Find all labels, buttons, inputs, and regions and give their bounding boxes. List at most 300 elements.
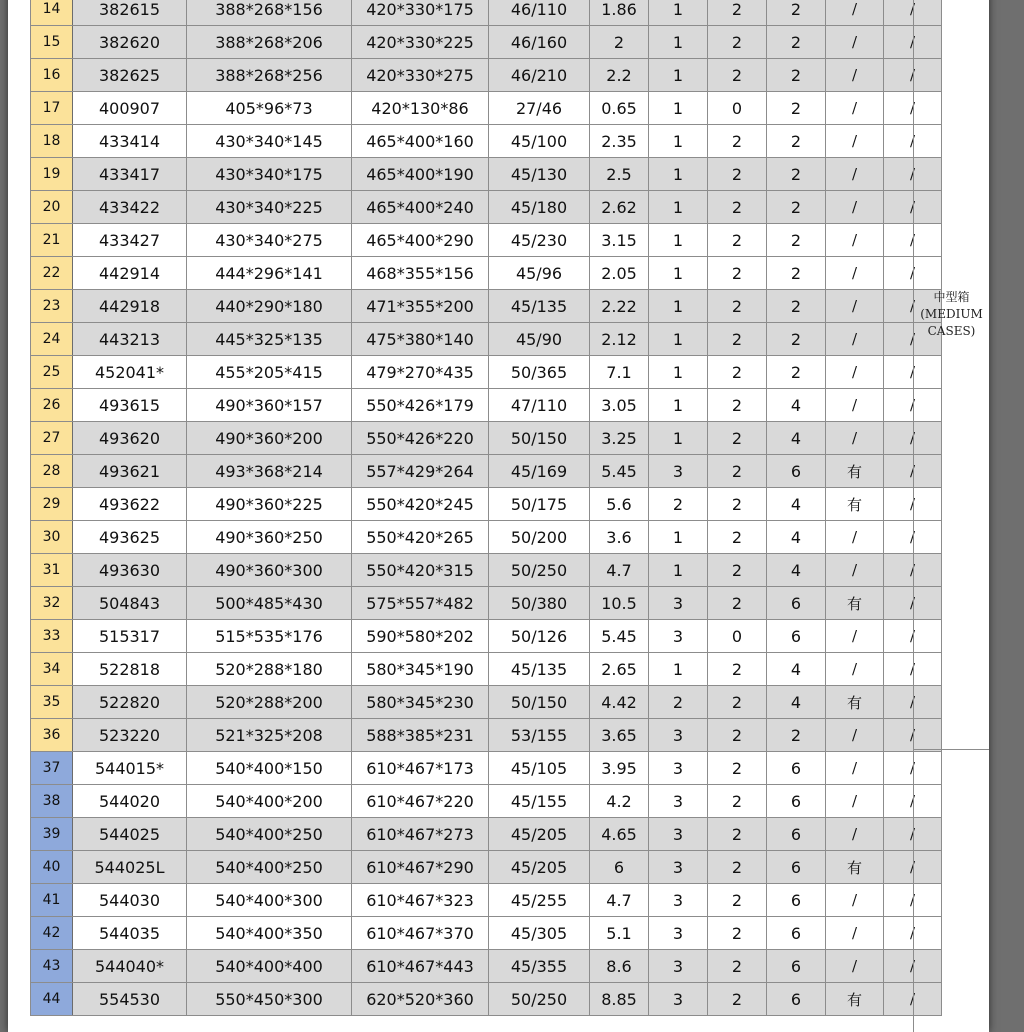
- inner-size-cell: 430*340*225: [187, 191, 352, 224]
- spec-col-2-cell: 2: [708, 851, 767, 884]
- spec-col-5-cell: /: [884, 587, 942, 620]
- spec-col-4-cell: /: [826, 389, 884, 422]
- weight-cell: 2.22: [590, 290, 649, 323]
- outer-size-cell: 580*345*190: [352, 653, 489, 686]
- row-number-cell: 21: [31, 224, 73, 257]
- spec-col-4-cell: /: [826, 92, 884, 125]
- table-row: [31, 323, 942, 356]
- model-cell: 544030: [73, 884, 187, 917]
- spec-col-1-cell: 1: [649, 422, 708, 455]
- spec-col-5-cell: /: [884, 950, 942, 983]
- row-number-cell: 32: [31, 587, 73, 620]
- row-number-cell: 15: [31, 26, 73, 59]
- weight-cell: 2.35: [590, 125, 649, 158]
- model-cell: 493630: [73, 554, 187, 587]
- category-divider: [914, 749, 989, 750]
- spec-col-1-cell: 3: [649, 983, 708, 1016]
- table-row: [31, 653, 942, 686]
- spec-col-4-cell: /: [826, 0, 884, 26]
- table-row: [31, 92, 942, 125]
- model-cell: 523220: [73, 719, 187, 752]
- spec-col-3-cell: 2: [767, 158, 826, 191]
- category-label: [914, 289, 989, 340]
- spec-col-2-cell: 2: [708, 422, 767, 455]
- depth-cell: 45/105: [489, 752, 590, 785]
- depth-cell: 50/380: [489, 587, 590, 620]
- row-number-cell: 27: [31, 422, 73, 455]
- outer-size-cell: 610*467*290: [352, 851, 489, 884]
- table-row: [31, 257, 942, 290]
- spec-col-1-cell: 3: [649, 455, 708, 488]
- spec-col-2-cell: 2: [708, 59, 767, 92]
- spec-col-3-cell: 2: [767, 224, 826, 257]
- model-cell: 554530: [73, 983, 187, 1016]
- row-number-cell: 33: [31, 620, 73, 653]
- spec-col-3-cell: 2: [767, 356, 826, 389]
- spec-col-4-cell: /: [826, 224, 884, 257]
- weight-cell: 2.65: [590, 653, 649, 686]
- inner-size-cell: 490*360*157: [187, 389, 352, 422]
- weight-cell: 0.65: [590, 92, 649, 125]
- spec-col-3-cell: 4: [767, 488, 826, 521]
- row-number-cell: 41: [31, 884, 73, 917]
- spec-col-2-cell: 0: [708, 92, 767, 125]
- table-row: [31, 752, 942, 785]
- spec-col-5-cell: /: [884, 26, 942, 59]
- weight-cell: 8.6: [590, 950, 649, 983]
- outer-size-cell: 620*520*360: [352, 983, 489, 1016]
- spec-col-3-cell: 6: [767, 818, 826, 851]
- spec-col-1-cell: 1: [649, 158, 708, 191]
- table-row: [31, 785, 942, 818]
- weight-cell: 8.85: [590, 983, 649, 1016]
- spec-col-1-cell: 3: [649, 884, 708, 917]
- spec-col-2-cell: 2: [708, 752, 767, 785]
- table-row: [31, 0, 942, 26]
- spec-col-1-cell: 3: [649, 620, 708, 653]
- weight-cell: 6: [590, 851, 649, 884]
- spec-col-3-cell: 2: [767, 191, 826, 224]
- model-cell: 493625: [73, 521, 187, 554]
- spec-col-3-cell: 2: [767, 323, 826, 356]
- depth-cell: 45/155: [489, 785, 590, 818]
- spec-col-4-cell: /: [826, 950, 884, 983]
- depth-cell: 45/355: [489, 950, 590, 983]
- model-cell: 433417: [73, 158, 187, 191]
- table-row: [31, 488, 942, 521]
- spec-col-3-cell: 2: [767, 0, 826, 26]
- inner-size-cell: 490*360*200: [187, 422, 352, 455]
- spec-col-1-cell: 1: [649, 356, 708, 389]
- inner-size-cell: 540*400*400: [187, 950, 352, 983]
- depth-cell: 45/130: [489, 158, 590, 191]
- spec-col-3-cell: 4: [767, 521, 826, 554]
- depth-cell: 45/255: [489, 884, 590, 917]
- spec-col-2-cell: 2: [708, 257, 767, 290]
- table-row: [31, 389, 942, 422]
- row-number-cell: 38: [31, 785, 73, 818]
- row-number-cell: 40: [31, 851, 73, 884]
- model-cell: 452041*: [73, 356, 187, 389]
- table-row: [31, 158, 942, 191]
- inner-size-cell: 521*325*208: [187, 719, 352, 752]
- depth-cell: 45/205: [489, 818, 590, 851]
- spec-col-4-cell: 有: [826, 488, 884, 521]
- inner-size-cell: 430*340*275: [187, 224, 352, 257]
- weight-cell: 3.15: [590, 224, 649, 257]
- outer-size-cell: 468*355*156: [352, 257, 489, 290]
- weight-cell: 4.7: [590, 884, 649, 917]
- depth-cell: 50/150: [489, 686, 590, 719]
- inner-size-cell: 430*340*175: [187, 158, 352, 191]
- spec-col-4-cell: /: [826, 125, 884, 158]
- spec-col-3-cell: 2: [767, 26, 826, 59]
- outer-size-cell: 610*467*220: [352, 785, 489, 818]
- spec-col-2-cell: 2: [708, 950, 767, 983]
- spec-col-5-cell: /: [884, 191, 942, 224]
- spec-col-4-cell: /: [826, 422, 884, 455]
- depth-cell: 53/155: [489, 719, 590, 752]
- weight-cell: 4.65: [590, 818, 649, 851]
- depth-cell: 47/110: [489, 389, 590, 422]
- weight-cell: 3.05: [590, 389, 649, 422]
- outer-size-cell: 420*130*86: [352, 92, 489, 125]
- weight-cell: 3.25: [590, 422, 649, 455]
- spec-col-2-cell: 2: [708, 653, 767, 686]
- model-cell: 442918: [73, 290, 187, 323]
- depth-cell: 50/250: [489, 554, 590, 587]
- weight-cell: 2.12: [590, 323, 649, 356]
- outer-size-cell: 588*385*231: [352, 719, 489, 752]
- spec-col-2-cell: 2: [708, 884, 767, 917]
- model-cell: 522820: [73, 686, 187, 719]
- weight-cell: 5.45: [590, 455, 649, 488]
- weight-cell: 7.1: [590, 356, 649, 389]
- spec-col-4-cell: /: [826, 26, 884, 59]
- spec-col-1-cell: 1: [649, 389, 708, 422]
- inner-size-cell: 455*205*415: [187, 356, 352, 389]
- outer-size-cell: 610*467*173: [352, 752, 489, 785]
- spec-col-4-cell: /: [826, 752, 884, 785]
- spec-col-1-cell: 1: [649, 224, 708, 257]
- spec-col-5-cell: /: [884, 290, 942, 323]
- spec-col-5-cell: /: [884, 389, 942, 422]
- weight-cell: 4.42: [590, 686, 649, 719]
- spec-col-4-cell: 有: [826, 851, 884, 884]
- spec-col-5-cell: /: [884, 257, 942, 290]
- spec-col-2-cell: 2: [708, 587, 767, 620]
- spec-col-5-cell: /: [884, 785, 942, 818]
- model-cell: 443213: [73, 323, 187, 356]
- spec-col-1-cell: 3: [649, 851, 708, 884]
- model-cell: 382625: [73, 59, 187, 92]
- table-row: [31, 26, 942, 59]
- weight-cell: 5.1: [590, 917, 649, 950]
- model-cell: 544020: [73, 785, 187, 818]
- spec-col-5-cell: /: [884, 0, 942, 26]
- inner-size-cell: 490*360*250: [187, 521, 352, 554]
- spec-col-5-cell: /: [884, 59, 942, 92]
- table-row: [31, 521, 942, 554]
- spec-col-5-cell: /: [884, 686, 942, 719]
- model-cell: 433422: [73, 191, 187, 224]
- outer-size-cell: 557*429*264: [352, 455, 489, 488]
- row-number-cell: 25: [31, 356, 73, 389]
- category-label-en-1: (MEDIUM: [920, 307, 983, 321]
- spec-col-2-cell: 2: [708, 191, 767, 224]
- weight-cell: 2.2: [590, 59, 649, 92]
- spec-col-5-cell: /: [884, 620, 942, 653]
- model-cell: 504843: [73, 587, 187, 620]
- outer-size-cell: 550*420*265: [352, 521, 489, 554]
- row-number-cell: 35: [31, 686, 73, 719]
- spec-col-4-cell: /: [826, 323, 884, 356]
- spec-col-3-cell: 6: [767, 983, 826, 1016]
- spec-col-2-cell: 2: [708, 983, 767, 1016]
- spec-col-2-cell: 2: [708, 158, 767, 191]
- model-cell: 442914: [73, 257, 187, 290]
- table-row: [31, 686, 942, 719]
- depth-cell: 45/135: [489, 290, 590, 323]
- model-cell: 544035: [73, 917, 187, 950]
- row-number-cell: 16: [31, 59, 73, 92]
- outer-size-cell: 420*330*175: [352, 0, 489, 26]
- spec-col-1-cell: 3: [649, 785, 708, 818]
- spec-col-1-cell: 1: [649, 59, 708, 92]
- spec-col-2-cell: 2: [708, 290, 767, 323]
- product-spec-table: [30, 0, 942, 1016]
- weight-cell: 5.6: [590, 488, 649, 521]
- spec-col-1-cell: 3: [649, 752, 708, 785]
- weight-cell: 1.86: [590, 0, 649, 26]
- table-row: [31, 587, 942, 620]
- spec-col-5-cell: /: [884, 323, 942, 356]
- spec-col-2-cell: 2: [708, 389, 767, 422]
- table-row: [31, 917, 942, 950]
- outer-size-cell: 465*400*160: [352, 125, 489, 158]
- spec-col-4-cell: /: [826, 521, 884, 554]
- spec-col-4-cell: /: [826, 191, 884, 224]
- spec-col-1-cell: 1: [649, 26, 708, 59]
- spec-col-2-cell: 2: [708, 323, 767, 356]
- table-row: [31, 224, 942, 257]
- spec-col-4-cell: /: [826, 719, 884, 752]
- depth-cell: 27/46: [489, 92, 590, 125]
- inner-size-cell: 515*535*176: [187, 620, 352, 653]
- row-number-cell: 42: [31, 917, 73, 950]
- depth-cell: 50/365: [489, 356, 590, 389]
- model-cell: 400907: [73, 92, 187, 125]
- model-cell: 544015*: [73, 752, 187, 785]
- spec-col-3-cell: 2: [767, 290, 826, 323]
- weight-cell: 4.2: [590, 785, 649, 818]
- model-cell: 382620: [73, 26, 187, 59]
- row-number-cell: 20: [31, 191, 73, 224]
- spec-col-5-cell: /: [884, 851, 942, 884]
- spec-col-5-cell: /: [884, 521, 942, 554]
- inner-size-cell: 550*450*300: [187, 983, 352, 1016]
- spec-col-2-cell: 2: [708, 26, 767, 59]
- model-cell: 433427: [73, 224, 187, 257]
- spec-col-5-cell: /: [884, 488, 942, 521]
- spec-col-1-cell: 3: [649, 917, 708, 950]
- spec-col-1-cell: 1: [649, 290, 708, 323]
- spec-col-5-cell: /: [884, 554, 942, 587]
- inner-size-cell: 520*288*200: [187, 686, 352, 719]
- row-number-cell: 22: [31, 257, 73, 290]
- spec-col-4-cell: /: [826, 356, 884, 389]
- inner-size-cell: 388*268*256: [187, 59, 352, 92]
- spec-col-4-cell: /: [826, 59, 884, 92]
- spec-col-3-cell: 2: [767, 719, 826, 752]
- weight-cell: 3.95: [590, 752, 649, 785]
- spec-col-4-cell: 有: [826, 587, 884, 620]
- spec-col-1-cell: 1: [649, 554, 708, 587]
- spec-col-5-cell: /: [884, 356, 942, 389]
- spec-col-3-cell: 6: [767, 785, 826, 818]
- depth-cell: 46/160: [489, 26, 590, 59]
- spec-col-1-cell: 3: [649, 587, 708, 620]
- spec-col-1-cell: 1: [649, 0, 708, 26]
- outer-size-cell: 479*270*435: [352, 356, 489, 389]
- spec-col-2-cell: 2: [708, 719, 767, 752]
- outer-size-cell: 465*400*240: [352, 191, 489, 224]
- outer-size-cell: 550*420*245: [352, 488, 489, 521]
- spec-col-2-cell: 2: [708, 488, 767, 521]
- spec-col-1-cell: 1: [649, 191, 708, 224]
- spec-col-4-cell: /: [826, 884, 884, 917]
- outer-size-cell: 420*330*225: [352, 26, 489, 59]
- model-cell: 522818: [73, 653, 187, 686]
- weight-cell: 2.05: [590, 257, 649, 290]
- spec-col-3-cell: 4: [767, 554, 826, 587]
- spec-col-5-cell: /: [884, 224, 942, 257]
- spec-col-4-cell: /: [826, 290, 884, 323]
- weight-cell: 3.65: [590, 719, 649, 752]
- spec-col-1-cell: 3: [649, 719, 708, 752]
- spec-col-3-cell: 2: [767, 92, 826, 125]
- table-row: [31, 851, 942, 884]
- spec-col-3-cell: 4: [767, 686, 826, 719]
- outer-size-cell: 475*380*140: [352, 323, 489, 356]
- table-row: [31, 191, 942, 224]
- model-cell: 493622: [73, 488, 187, 521]
- spec-col-3-cell: 6: [767, 587, 826, 620]
- outer-size-cell: 471*355*200: [352, 290, 489, 323]
- depth-cell: 50/200: [489, 521, 590, 554]
- weight-cell: 2: [590, 26, 649, 59]
- outer-size-cell: 580*345*230: [352, 686, 489, 719]
- table-row: [31, 59, 942, 92]
- outer-size-cell: 550*426*179: [352, 389, 489, 422]
- inner-size-cell: 445*325*135: [187, 323, 352, 356]
- inner-size-cell: 430*340*145: [187, 125, 352, 158]
- outer-size-cell: 610*467*370: [352, 917, 489, 950]
- model-cell: 382615: [73, 0, 187, 26]
- spec-col-3-cell: 6: [767, 950, 826, 983]
- spec-col-1-cell: 1: [649, 323, 708, 356]
- outer-size-cell: 610*467*323: [352, 884, 489, 917]
- row-number-cell: 14: [31, 0, 73, 26]
- spec-col-3-cell: 6: [767, 620, 826, 653]
- depth-cell: 46/110: [489, 0, 590, 26]
- outer-size-cell: 550*426*220: [352, 422, 489, 455]
- spec-col-1-cell: 1: [649, 92, 708, 125]
- model-cell: 493621: [73, 455, 187, 488]
- spec-col-1-cell: 1: [649, 257, 708, 290]
- inner-size-cell: 388*268*206: [187, 26, 352, 59]
- spec-col-5-cell: /: [884, 983, 942, 1016]
- weight-cell: 10.5: [590, 587, 649, 620]
- spec-col-4-cell: /: [826, 818, 884, 851]
- table-row: [31, 884, 942, 917]
- row-number-cell: 19: [31, 158, 73, 191]
- spec-col-2-cell: 2: [708, 356, 767, 389]
- model-cell: 544040*: [73, 950, 187, 983]
- spec-col-3-cell: 2: [767, 59, 826, 92]
- spec-col-5-cell: /: [884, 653, 942, 686]
- spec-col-5-cell: /: [884, 884, 942, 917]
- spec-col-2-cell: 2: [708, 125, 767, 158]
- depth-cell: 50/175: [489, 488, 590, 521]
- depth-cell: 45/169: [489, 455, 590, 488]
- spec-col-3-cell: 6: [767, 884, 826, 917]
- row-number-cell: 34: [31, 653, 73, 686]
- row-number-cell: 37: [31, 752, 73, 785]
- row-number-cell: 43: [31, 950, 73, 983]
- table-row: [31, 356, 942, 389]
- spec-col-2-cell: 2: [708, 818, 767, 851]
- row-number-cell: 18: [31, 125, 73, 158]
- outer-size-cell: 465*400*290: [352, 224, 489, 257]
- spec-col-4-cell: /: [826, 158, 884, 191]
- spec-col-3-cell: 6: [767, 917, 826, 950]
- row-number-cell: 44: [31, 983, 73, 1016]
- depth-cell: 45/90: [489, 323, 590, 356]
- row-number-cell: 23: [31, 290, 73, 323]
- outer-size-cell: 610*467*443: [352, 950, 489, 983]
- spec-col-5-cell: /: [884, 917, 942, 950]
- weight-cell: 3.6: [590, 521, 649, 554]
- table-row: [31, 554, 942, 587]
- spec-col-4-cell: /: [826, 785, 884, 818]
- inner-size-cell: 540*400*300: [187, 884, 352, 917]
- table-row: [31, 125, 942, 158]
- spec-col-4-cell: /: [826, 917, 884, 950]
- spec-col-2-cell: 2: [708, 554, 767, 587]
- inner-size-cell: 388*268*156: [187, 0, 352, 26]
- spec-col-5-cell: /: [884, 752, 942, 785]
- inner-size-cell: 540*400*350: [187, 917, 352, 950]
- spec-col-2-cell: 2: [708, 785, 767, 818]
- spreadsheet-page: [8, 0, 989, 1032]
- inner-size-cell: 540*400*150: [187, 752, 352, 785]
- spec-col-3-cell: 2: [767, 125, 826, 158]
- spec-col-2-cell: 0: [708, 620, 767, 653]
- model-cell: 544025: [73, 818, 187, 851]
- inner-size-cell: 490*360*300: [187, 554, 352, 587]
- spec-col-3-cell: 2: [767, 257, 826, 290]
- outer-size-cell: 465*400*190: [352, 158, 489, 191]
- spec-col-2-cell: 2: [708, 455, 767, 488]
- spec-col-1-cell: 3: [649, 950, 708, 983]
- spec-col-5-cell: /: [884, 158, 942, 191]
- depth-cell: 45/305: [489, 917, 590, 950]
- spec-col-1-cell: 1: [649, 653, 708, 686]
- outer-size-cell: 550*420*315: [352, 554, 489, 587]
- spec-col-1-cell: 2: [649, 686, 708, 719]
- category-label-en-2: CASES): [927, 324, 976, 338]
